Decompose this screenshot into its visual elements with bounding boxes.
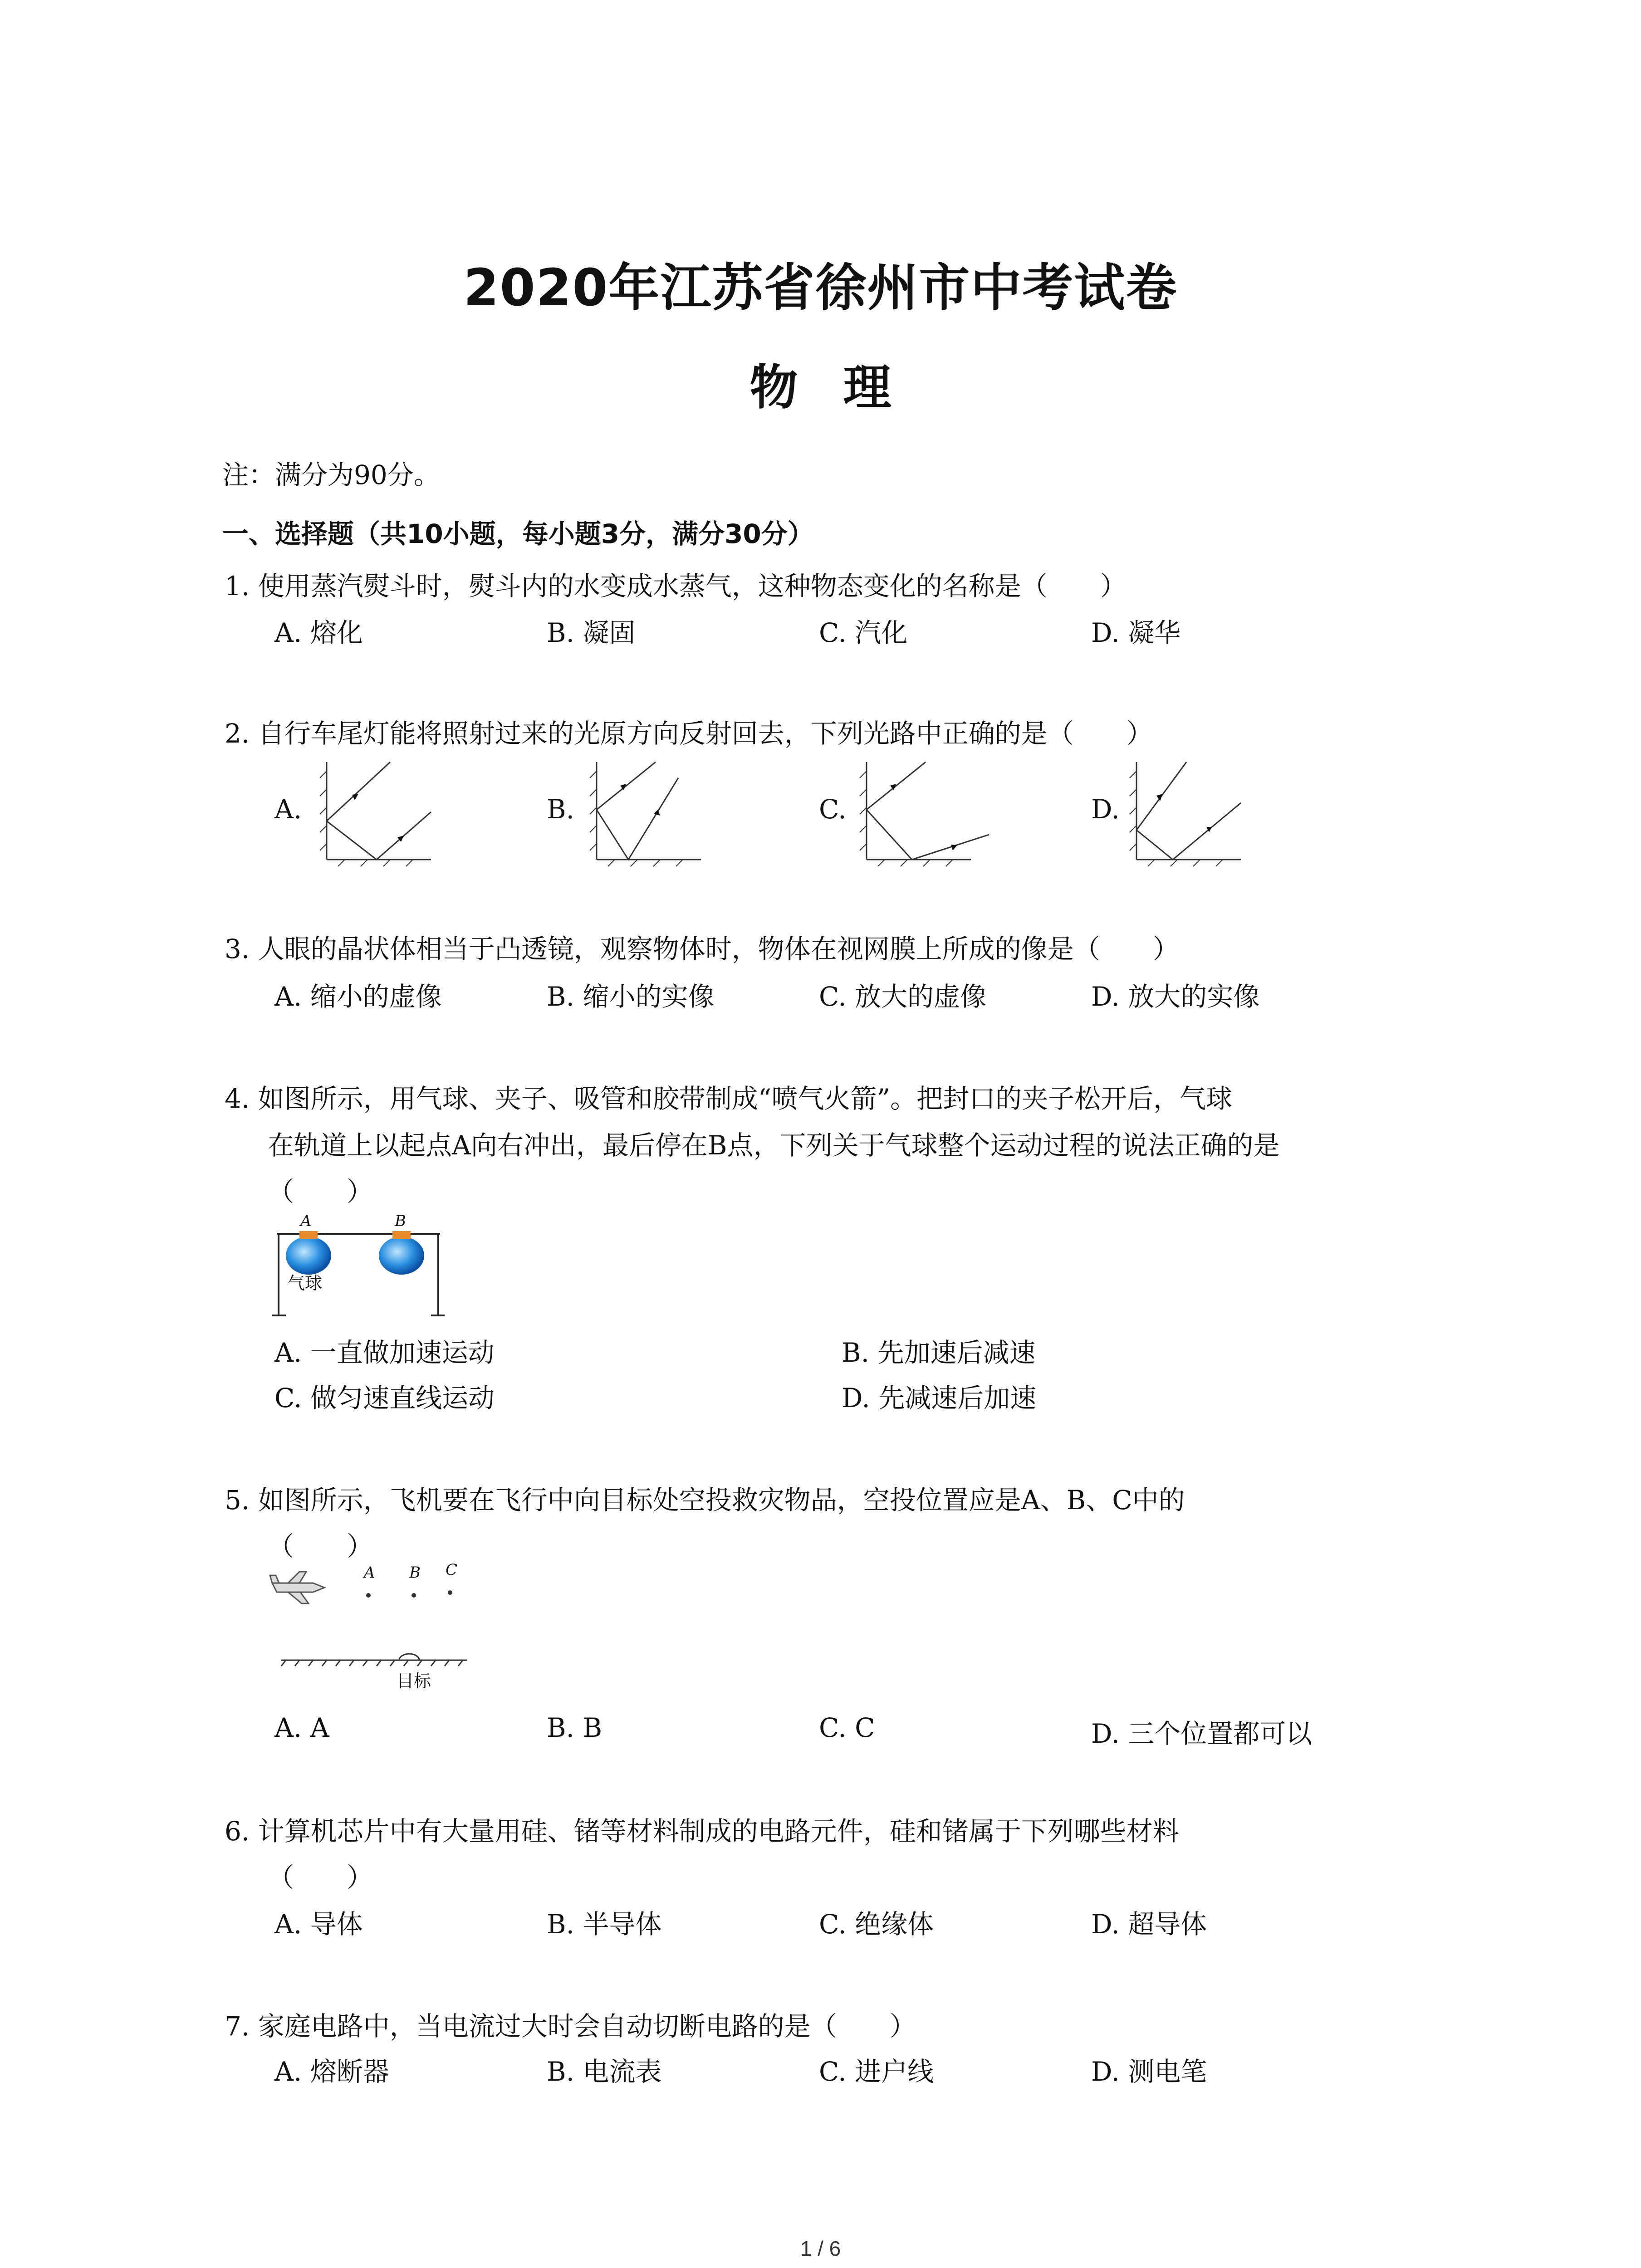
q4-option-a: A. 一直做加速运动 xyxy=(274,1337,495,1368)
score-note: 注：满分为90分。 xyxy=(222,459,440,490)
q5-option-b: B. B xyxy=(547,1712,603,1743)
q1-option-d: D. 凝华 xyxy=(1091,617,1181,648)
q3-option-d: D. 放大的实像 xyxy=(1091,981,1260,1012)
q2-diagram-d xyxy=(1118,758,1254,871)
section-heading: 一、选择题（共10小题，每小题3分，满分30分） xyxy=(222,518,814,549)
q5-option-c: C. C xyxy=(819,1712,875,1743)
question-4-stem-line1: 4. 如图所示，用气球、夹子、吸管和胶带制成“喷气火箭”。把封口的夹子松开后，气球 xyxy=(225,1083,1233,1114)
q4-option-b: B. 先加速后减速 xyxy=(842,1337,1036,1368)
question-7-stem: 7. 家庭电路中，当电流过大时会自动切断电路的是（ ） xyxy=(225,2011,916,2042)
question-4-stem-line2: 在轨道上以起点A向右冲出，最后停在B点，下列关于气球整个运动过程的说法正确的是 xyxy=(268,1130,1280,1161)
q2-option-d: D. xyxy=(1091,794,1120,825)
q6-option-b: B. 半导体 xyxy=(547,1909,662,1940)
q3-option-b: B. 缩小的实像 xyxy=(547,981,715,1012)
question-4-stem-line3: （ ） xyxy=(268,1176,373,1207)
q6-option-d: D. 超导体 xyxy=(1091,1909,1207,1940)
q6-option-a: A. 导体 xyxy=(274,1909,363,1940)
subject-title: 物理 xyxy=(749,360,937,415)
q6-option-c: C. 绝缘体 xyxy=(819,1909,934,1940)
question-2-stem: 2. 自行车尾灯能将照射过来的光原方向反射回去，下列光路中正确的是（ ） xyxy=(225,718,1153,749)
q4-label-b: B xyxy=(395,1212,406,1230)
q7-option-c: C. 进户线 xyxy=(819,2056,934,2087)
question-5-stem-line1: 5. 如图所示，飞机要在飞行中向目标处空投救灾物品，空投位置应是A、B、C中的 xyxy=(225,1485,1185,1515)
q7-option-b: B. 电流表 xyxy=(547,2056,662,2087)
q5-label-target: 目标 xyxy=(397,1671,431,1691)
q1-option-c: C. 汽化 xyxy=(819,617,908,648)
question-5-stem-line2: （ ） xyxy=(268,1531,373,1562)
q4-label-a: A xyxy=(300,1212,312,1230)
q2-diagram-b xyxy=(578,758,705,871)
q1-option-b: B. 凝固 xyxy=(547,617,636,648)
page-number: 1 / 6 xyxy=(800,2237,841,2260)
q4-option-d: D. 先减速后加速 xyxy=(842,1383,1037,1413)
q5-label-a: A xyxy=(364,1564,375,1582)
q4-option-c: C. 做匀速直线运动 xyxy=(274,1383,495,1413)
q5-airplane-figure xyxy=(268,1563,485,1708)
q5-option-a: A. A xyxy=(274,1712,329,1743)
q3-option-c: C. 放大的虚像 xyxy=(819,981,987,1012)
question-3-stem: 3. 人眼的晶状体相当于凸透镜，观察物体时，物体在视网膜上所成的像是（ ） xyxy=(225,934,1179,964)
q4-label-balloon: 气球 xyxy=(288,1273,323,1293)
q7-option-a: A. 熔断器 xyxy=(274,2056,389,2087)
question-1-stem: 1. 使用蒸汽熨斗时，熨斗内的水变成水蒸气，这种物态变化的名称是（ ） xyxy=(225,571,1127,601)
q5-label-c: C xyxy=(446,1561,458,1579)
q2-diagram-a xyxy=(309,758,436,871)
q7-option-d: D. 测电笔 xyxy=(1091,2056,1207,2087)
q5-option-d: D. 三个位置都可以 xyxy=(1091,1718,1313,1749)
q2-option-c: C. xyxy=(819,794,847,825)
question-6-stem-line2: （ ） xyxy=(268,1862,373,1893)
q2-option-a: A. xyxy=(274,794,302,825)
q3-option-a: A. 缩小的虚像 xyxy=(274,981,442,1012)
exam-title: 2020年江苏省徐州市中考试卷 xyxy=(463,259,1178,318)
q5-label-b: B xyxy=(409,1564,421,1582)
question-6-stem-line1: 6. 计算机芯片中有大量用硅、锗等材料制成的电路元件，硅和锗属于下列哪些材料 xyxy=(225,1816,1179,1847)
q1-option-a: A. 熔化 xyxy=(274,617,363,648)
q4-balloon-track-figure xyxy=(272,1212,454,1325)
q2-diagram-c xyxy=(848,758,998,871)
q2-option-b: B. xyxy=(547,794,575,825)
